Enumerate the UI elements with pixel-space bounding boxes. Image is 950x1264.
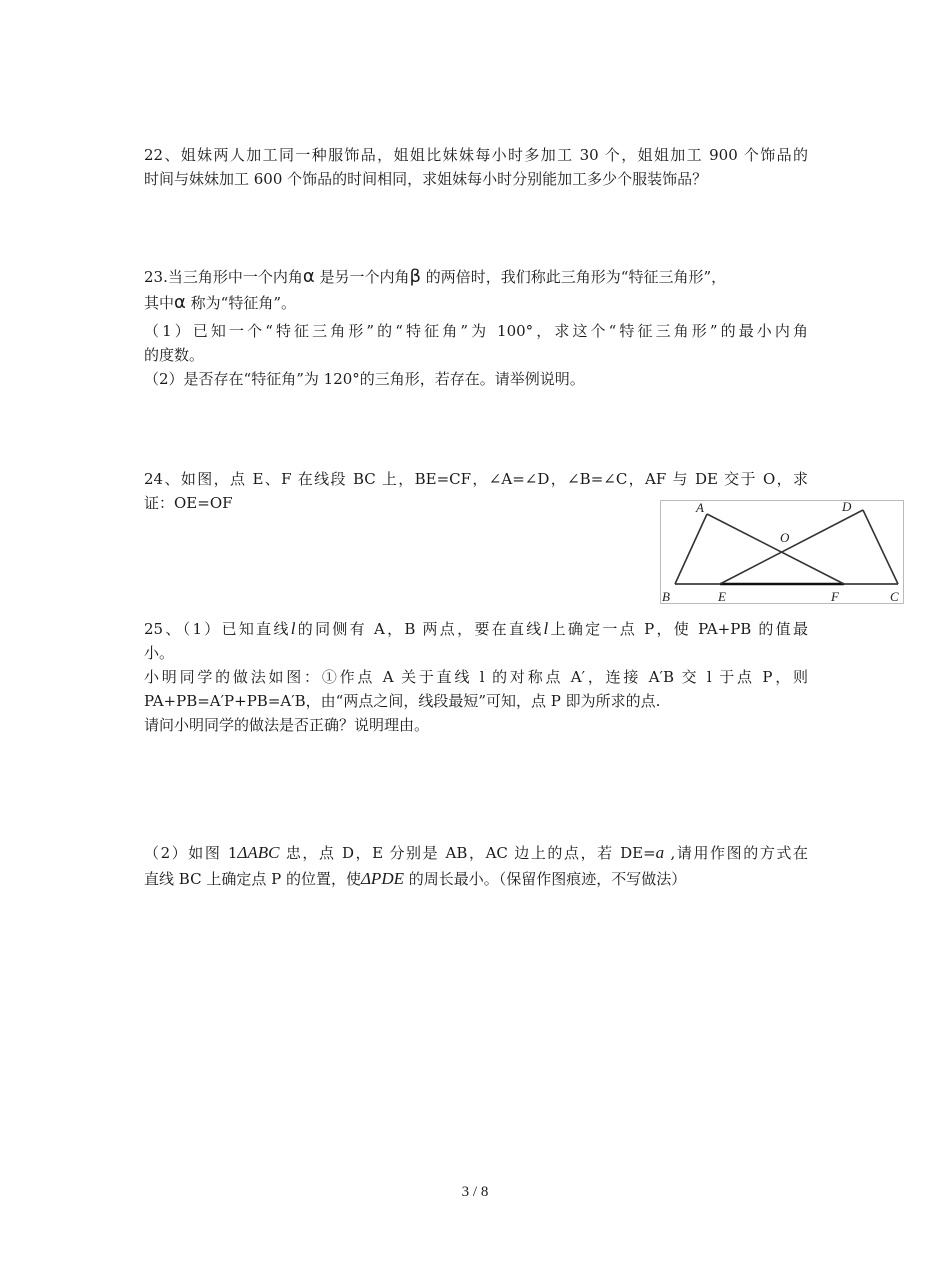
- label-c: C: [890, 589, 899, 604]
- question-22: [144, 143, 808, 191]
- q23-part-1-line-2: 的度数。: [144, 346, 205, 364]
- q25-method-line-2: PA+PB=A′P+PB=A′B，由“两点之间，线段最短”可知，点 P 即为所求的点.: [144, 692, 661, 710]
- question-23: [144, 264, 808, 316]
- label-a: A: [696, 500, 704, 515]
- q25-method-line-1: 小明同学的做法如图：①作点 A 关于直线 l 的对称点 A′，连接 A′B 交 l 于点 P，则: [144, 668, 808, 686]
- alpha-symbol: α: [174, 292, 186, 313]
- q23-line-1: 23.当三角形中一个内角α 是另一个内角β 的两倍时，我们称此三角形为“特征三角形”，: [144, 266, 727, 287]
- triangle-pde: ΔPDE: [360, 869, 404, 888]
- label-e: E: [718, 589, 726, 604]
- question-25-part-2: [144, 840, 808, 892]
- q22-line-2: 时间与妹妹加工 600 个饰品的时间相同，求姐妹每小时分别能加工多少个服装饰品？: [144, 170, 708, 188]
- length-a-symbol: a: [655, 843, 665, 862]
- q22-line-1: 22、姐妹两人加工同一种服饰品，姐姐比妹妹每小时多加工 30 个，姐姐加工 900 个饰品的: [144, 146, 808, 164]
- alpha-symbol: α: [302, 266, 315, 287]
- q23-part-2: （2）是否存在“特征角”为 120°的三角形，若存在。请举例说明。: [144, 370, 585, 388]
- label-f: F: [831, 589, 839, 604]
- line-l-symbol: l: [290, 619, 296, 638]
- q25-line-2: 小。: [144, 644, 175, 662]
- q23-part-1-line-1: （1）已知一个“特征三角形”的“特征角”为 100°，求这个“特征三角形”的最小内角: [144, 322, 808, 340]
- triangle-diagram: [660, 500, 904, 604]
- q23-line-2: 其中α 称为“特征角”。: [144, 292, 296, 313]
- question-25-part-1: [144, 617, 808, 737]
- q25-part-2-line-2: 直线 BC 上确定点 P 的位置，使ΔPDE 的周长最小。（保留作图痕迹，不写做法）: [144, 869, 687, 888]
- q24-line-2: 证：OE=OF: [144, 494, 233, 512]
- question-23-parts: [144, 319, 808, 391]
- label-d: D: [842, 500, 852, 514]
- triangle-figure: [660, 500, 904, 604]
- page-number: 3 / 8: [461, 1184, 489, 1200]
- label-b: B: [662, 589, 670, 604]
- label-o: O: [780, 530, 790, 545]
- q25-part-2-line-1: （2）如图 1ΔABC 忠，点 D，E 分别是 AB，AC 边上的点，若 DE=a ,请用作图的方式在: [144, 843, 808, 862]
- beta-symbol: β: [409, 266, 422, 287]
- q25-question: 请问小明同学的做法是否正确？说明理由。: [144, 716, 430, 734]
- q24-line-1: 24、如图，点 E、F 在线段 BC 上，BE=CF，∠A=∠D，∠B=∠C，AF 与 DE 交于 O，求: [144, 470, 808, 488]
- q25-line-1: 25、（1）已知直线l的同侧有 A，B 两点，要在直线l上确定一点 P，使 PA+PB 的值最: [144, 619, 808, 638]
- line-l-symbol: l: [543, 619, 549, 638]
- triangle-abc: ΔABC: [237, 843, 280, 862]
